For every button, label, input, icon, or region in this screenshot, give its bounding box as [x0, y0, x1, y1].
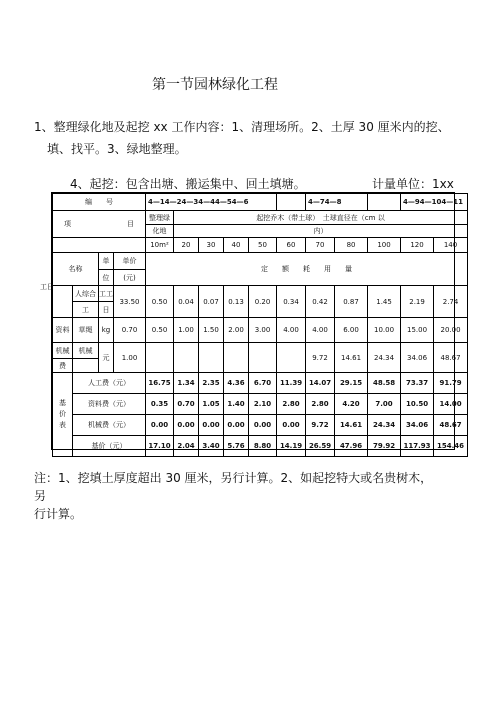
machine-unit: 元: [99, 343, 114, 373]
excavation-description: 4、起挖：包含出塘、搬运集中、回土填塘。: [70, 177, 306, 191]
code-cell: [368, 194, 401, 211]
base-value: 14.61: [335, 415, 368, 436]
machine-value: [174, 343, 199, 373]
base-value: 7.00: [368, 394, 401, 415]
base-value: 6.70: [249, 373, 277, 394]
name-header: 名称: [53, 253, 99, 286]
diameter-cell: 120: [401, 238, 434, 253]
labor-price: 33.50: [114, 286, 146, 318]
material-price: 0.70: [114, 318, 146, 343]
category-base-char: 价: [59, 410, 66, 418]
base-value: 14.00: [434, 394, 468, 415]
machine-row: [53, 343, 468, 359]
unit-header: 单: [99, 253, 114, 270]
material-value: 0.50: [146, 318, 174, 343]
base-value: 79.92: [368, 436, 401, 457]
labor-unit: 日: [99, 302, 114, 318]
footnote-line-1: 注：1、挖填土厚度超出 30 厘米，另行计算。2、如起挖特大或名贵树木，另: [34, 471, 433, 503]
base-value: 11.39: [277, 373, 306, 394]
base-price-row: [53, 373, 468, 394]
area-label: 化地: [146, 225, 174, 238]
base-value: 117.93: [401, 436, 434, 457]
base-value: 91.79: [434, 373, 468, 394]
material-row: [53, 318, 468, 343]
base-value: 14.19: [277, 436, 306, 457]
code-row: [53, 194, 468, 211]
base-value: 26.59: [306, 436, 335, 457]
labor-name: 工: [73, 302, 99, 318]
base-value: 2.80: [277, 394, 306, 415]
base-price-row: [53, 415, 468, 436]
category-labor-label: 工日: [40, 283, 54, 291]
category-machine: 费: [53, 359, 73, 373]
labor-row: [53, 286, 468, 302]
base-value: 8.80: [249, 436, 277, 457]
category-machine: 机械: [53, 343, 73, 359]
material-value: 1.50: [199, 318, 224, 343]
base-value: 47.96: [335, 436, 368, 457]
labor-value: 0.20: [249, 286, 277, 318]
diameter-cell: 70: [306, 238, 335, 253]
area-unit: 10m²: [146, 238, 174, 253]
base-value: 2.35: [199, 373, 224, 394]
base-price-row: [53, 394, 468, 415]
base-value: 48.58: [368, 373, 401, 394]
labor-name: 人综合: [73, 286, 99, 302]
base-value: 1.05: [199, 394, 224, 415]
base-value: 14.07: [306, 373, 335, 394]
base-value: 0.00: [199, 415, 224, 436]
base-value: 0.70: [174, 394, 199, 415]
labor-unit: 工工: [99, 286, 114, 302]
diameter-cell: 140: [434, 238, 468, 253]
tree-label: 内）: [174, 225, 468, 238]
material-value: 2.00: [224, 318, 249, 343]
machine-value: [199, 343, 224, 373]
base-value: 1.34: [174, 373, 199, 394]
code-range: 4—74—8: [306, 194, 368, 211]
code-range: 4—14—24—34—44—54—6: [146, 194, 277, 211]
base-value: 29.15: [335, 373, 368, 394]
labor-value: 0.87: [335, 286, 368, 318]
code-cell: [277, 194, 306, 211]
machine-value: 9.72: [306, 343, 335, 373]
material-unit: kg: [99, 318, 114, 343]
labor-value: 2.74: [434, 286, 468, 318]
diameter-cell: 50: [249, 238, 277, 253]
material-value: 20.00: [434, 318, 468, 343]
machine-value: 14.61: [335, 343, 368, 373]
diameter-cell: 60: [277, 238, 306, 253]
unit-header: 位: [99, 270, 114, 286]
labor-value: 2.19: [401, 286, 434, 318]
category-base-char: 基: [59, 399, 66, 407]
base-value: 48.67: [434, 415, 468, 436]
base-value: 73.37: [401, 373, 434, 394]
material-value: 6.00: [335, 318, 368, 343]
base-value: 0.00: [146, 415, 174, 436]
labor-value: 0.13: [224, 286, 249, 318]
machine-value: 48.67: [434, 343, 468, 373]
base-row-label: 资料费（元）: [73, 394, 146, 415]
machine-price: 1.00: [114, 343, 146, 373]
diameter-cell: 30: [199, 238, 224, 253]
labor-value: 0.42: [306, 286, 335, 318]
diameter-cell: 40: [224, 238, 249, 253]
quota-table: [51, 192, 465, 450]
base-value: 10.50: [401, 394, 434, 415]
base-value: 0.00: [174, 415, 199, 436]
machine-value: [277, 343, 306, 373]
base-value: 4.36: [224, 373, 249, 394]
base-price-row: [53, 436, 468, 457]
machine-value: [146, 343, 174, 373]
base-value: 2.04: [174, 436, 199, 457]
machine-value: 34.06: [401, 343, 434, 373]
material-value: 10.00: [368, 318, 401, 343]
machine-name: 机械: [73, 343, 99, 359]
machine-value: [224, 343, 249, 373]
code-range: 4—94—104—11: [401, 194, 468, 211]
footnote: [34, 469, 434, 523]
base-value: 9.72: [306, 415, 335, 436]
table-cell: [53, 238, 146, 253]
item-label: 项 目: [53, 211, 146, 238]
labor-value: 0.50: [146, 286, 174, 318]
base-value: 24.34: [368, 415, 401, 436]
base-value: 1.40: [224, 394, 249, 415]
code-label: 编 号: [53, 194, 146, 211]
base-value: 4.20: [335, 394, 368, 415]
quota-header: 定 额 耗 用 量: [146, 253, 468, 286]
measurement-unit: 计量单位：1xx: [372, 177, 454, 191]
labor-value: 0.04: [174, 286, 199, 318]
category-labor: [53, 286, 73, 318]
price-header: (元): [114, 270, 146, 286]
base-value: 3.40: [199, 436, 224, 457]
diameter-cell: 20: [174, 238, 199, 253]
material-value: 4.00: [306, 318, 335, 343]
base-value: 0.35: [146, 394, 174, 415]
material-name: 草绳: [73, 318, 99, 343]
category-material: 资料: [53, 318, 73, 343]
base-row-label: 基价（元）: [73, 436, 146, 457]
base-value: 154.46: [434, 436, 468, 457]
base-value: 2.10: [249, 394, 277, 415]
base-value: 2.80: [306, 394, 335, 415]
base-value: 16.75: [146, 373, 174, 394]
base-value: 0.00: [277, 415, 306, 436]
base-row-label: 人工费（元）: [73, 373, 146, 394]
labor-value: 0.07: [199, 286, 224, 318]
tree-label: 起挖乔木（带土球） 土球直径在（cm 以: [174, 211, 468, 225]
machine-value: 24.34: [368, 343, 401, 373]
item-header-row: [53, 211, 468, 225]
diameter-row: [53, 238, 468, 253]
category-base-char: 表: [59, 421, 66, 429]
table-cell: [73, 359, 99, 373]
price-header: 单价: [114, 253, 146, 270]
footnote-line-2: 行计算。: [34, 507, 83, 521]
work-content-line-1: 1、整理绿化地及起挖 xx 工作内容：1、清理场所。2、土厚 30 厘米内的挖、: [34, 120, 450, 134]
labor-value: 0.34: [277, 286, 306, 318]
material-value: 4.00: [277, 318, 306, 343]
material-value: 15.00: [401, 318, 434, 343]
base-value: 17.10: [146, 436, 174, 457]
work-content-line-2: 填、找平。3、绿地整理。: [47, 142, 187, 156]
base-value: 0.00: [224, 415, 249, 436]
page-title: 第一节园林绿化工程: [152, 77, 278, 93]
material-value: 1.00: [174, 318, 199, 343]
base-row-label: 机械费（元）: [73, 415, 146, 436]
material-value: 3.00: [249, 318, 277, 343]
machine-value: [249, 343, 277, 373]
base-value: 5.76: [224, 436, 249, 457]
base-value: 34.06: [401, 415, 434, 436]
base-value: 0.00: [249, 415, 277, 436]
category-base: [53, 373, 73, 457]
diameter-cell: 100: [368, 238, 401, 253]
area-label: 整理绿: [146, 211, 174, 225]
column-header-row: [53, 253, 468, 270]
diameter-cell: 80: [335, 238, 368, 253]
labor-value: 1.45: [368, 286, 401, 318]
